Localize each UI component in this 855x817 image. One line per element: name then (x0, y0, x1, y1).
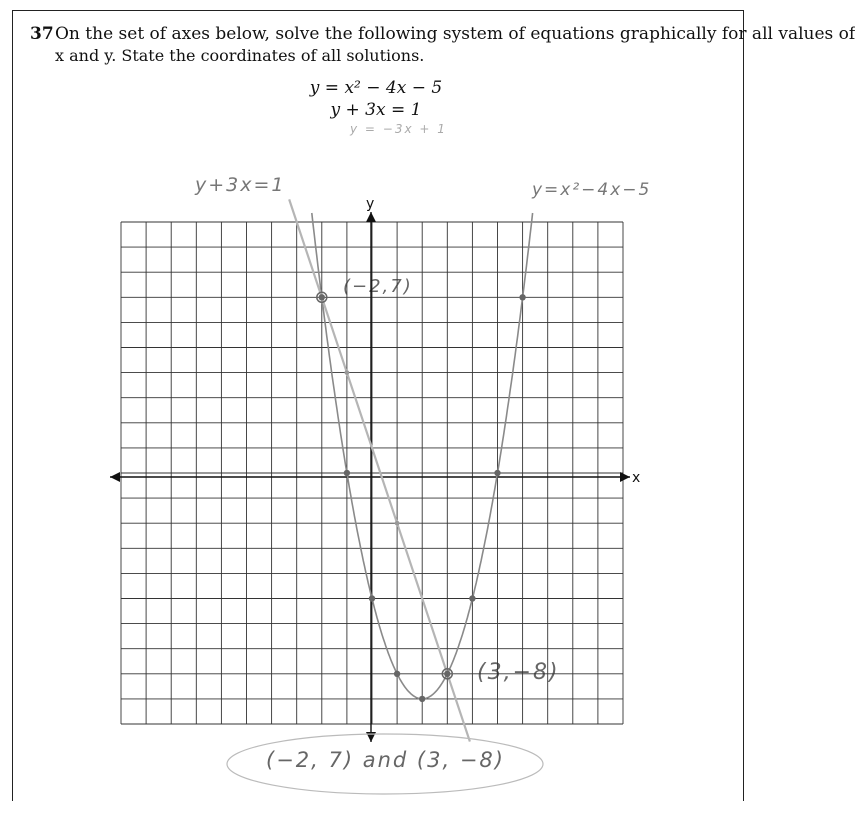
plotted-point (494, 470, 500, 476)
plotted-line-point (345, 370, 350, 375)
y-axis-top-arrow (366, 212, 376, 222)
answer-circle (227, 734, 543, 794)
y-axis-label: y (366, 196, 375, 212)
pencil-sketch (289, 199, 532, 741)
grid (121, 222, 623, 724)
plotted-point (519, 294, 525, 300)
handwritten-final-answer: (−2, 7) and (3, −8) (266, 748, 505, 772)
handwritten-rewritten-line: y = −3x + 1 (350, 122, 447, 136)
equation-parabola: y = x² − 4x − 5 (309, 78, 443, 98)
x-axis-left-arrow (110, 472, 120, 482)
plotted-point (369, 595, 375, 601)
axes (110, 196, 640, 742)
handwritten-point1-label: (−2,7) (343, 276, 413, 297)
plotted-point (419, 696, 425, 702)
plotted-point (444, 671, 450, 677)
question-text-line2: x and y. State the coordinates of all solutions. (55, 46, 425, 65)
question-text-line1: On the set of axes below, solve the following system of equations graphically for all values of (55, 24, 855, 44)
handwritten-parabola-label: y=x²−4x−5 (532, 180, 652, 200)
equation-line: y + 3x = 1 (330, 100, 422, 120)
x-axis-right-arrow (620, 472, 630, 482)
handwritten-line-label: y+3x=1 (195, 174, 286, 196)
question-number: 37 (30, 24, 54, 44)
plotted-point (319, 294, 325, 300)
handwritten-point2-label: (3,−8) (477, 660, 560, 685)
plotted-point (469, 595, 475, 601)
plotted-point (344, 470, 350, 476)
plotted-line-point (395, 521, 400, 526)
x-axis-label: x (632, 470, 641, 486)
plotted-point (394, 671, 400, 677)
line-sketch (289, 199, 470, 741)
